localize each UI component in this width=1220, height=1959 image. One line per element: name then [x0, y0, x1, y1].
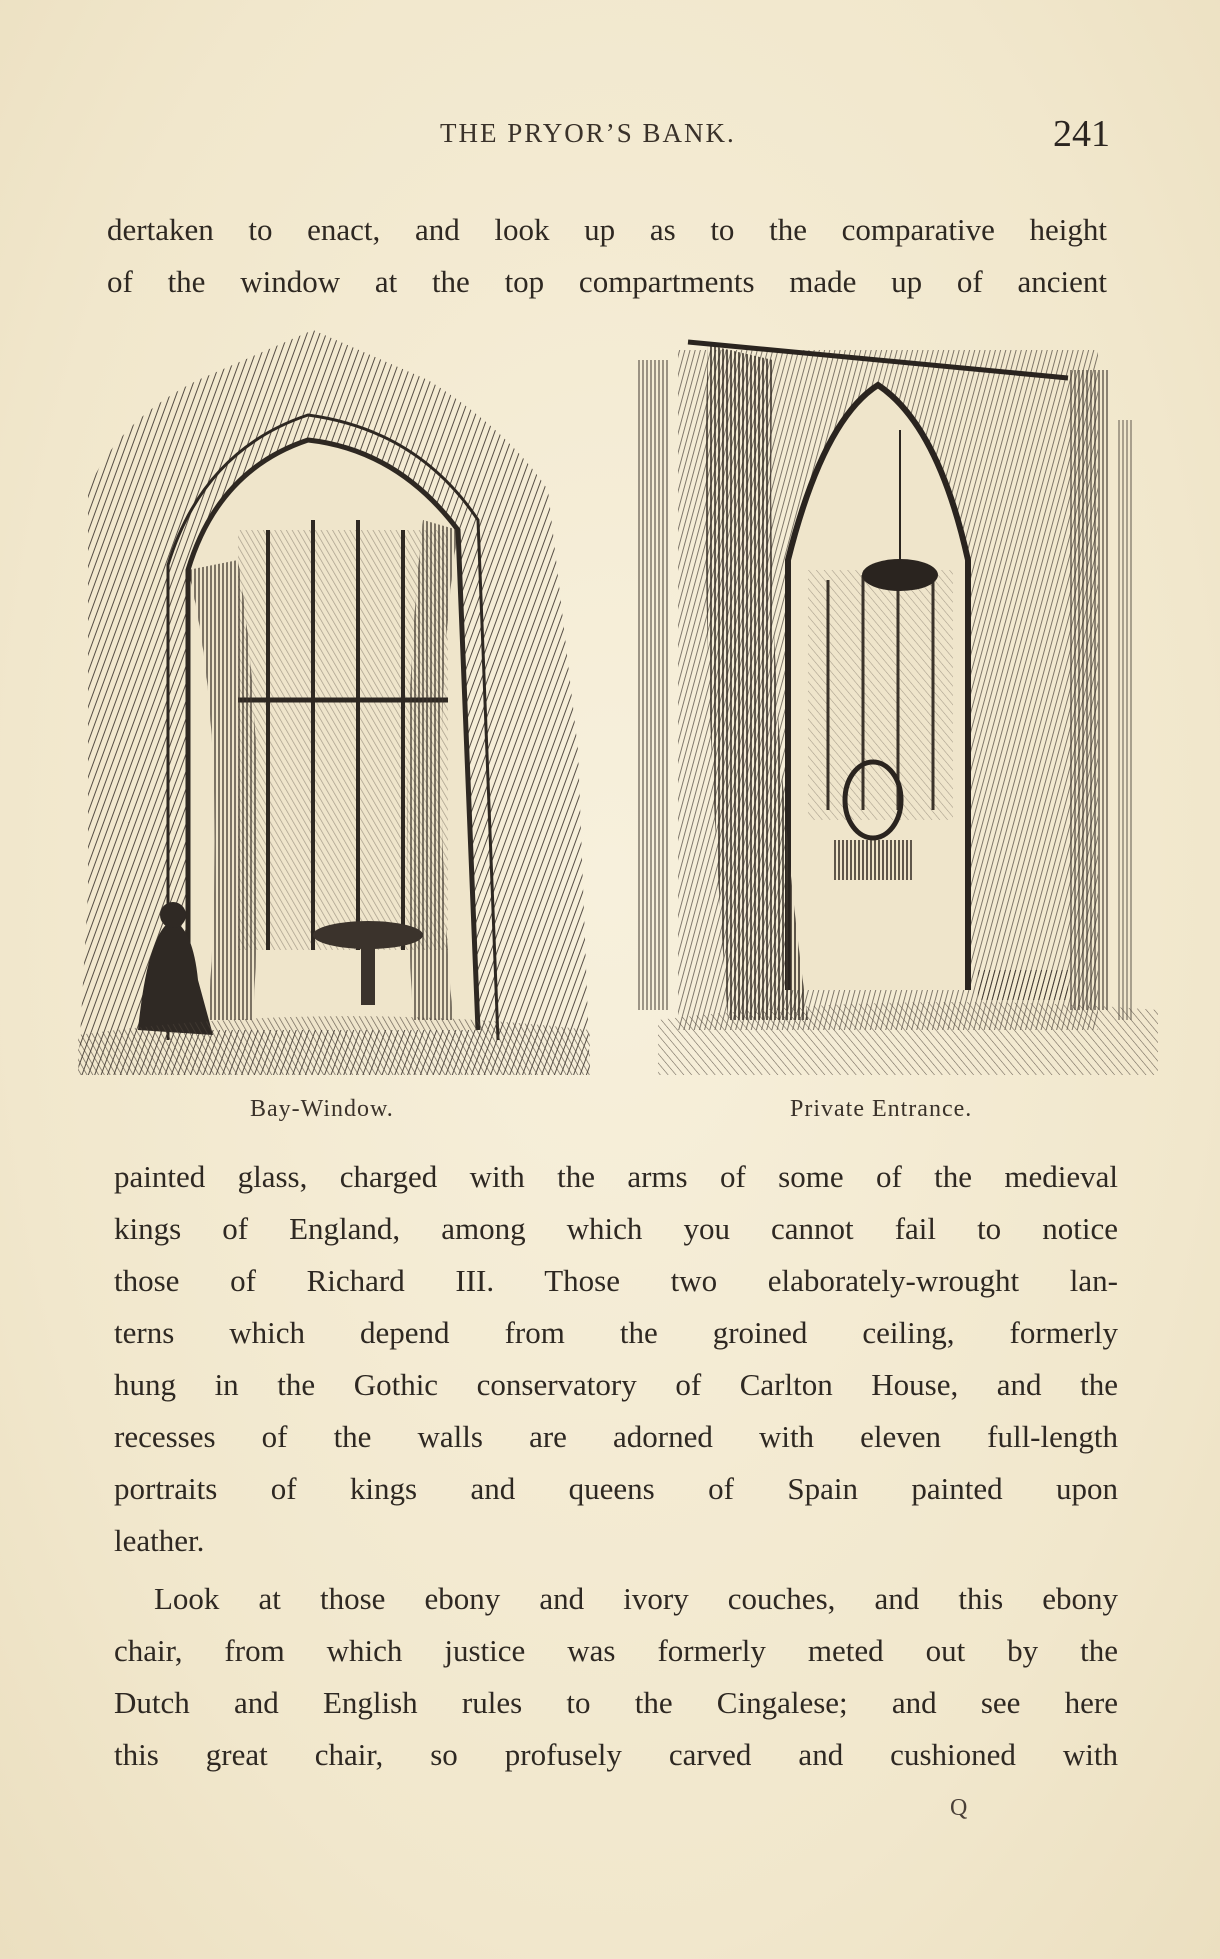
caption-bay-window: Bay-Window. [250, 1096, 394, 1122]
text-line: terns which depend from the groined ceiling, formerly [114, 1315, 1118, 1350]
caption-private-entrance: Private Entrance. [790, 1096, 973, 1122]
text-line: painted glass, charged with the arms of some of the medieval [114, 1159, 1118, 1194]
text-line: Look at those ebony and ivory couches, and this ebony [154, 1581, 1118, 1616]
text-line: portraits of kings and queens of Spain painted upon [114, 1471, 1118, 1506]
text-line: this great chair, so profusely carved and cushioned with [114, 1737, 1118, 1772]
bay-window-illustration [78, 330, 590, 1075]
text-line: dertaken to enact, and look up as to the comparative height [107, 212, 1107, 247]
page-number: 241 [1053, 113, 1110, 155]
text-line: recesses of the walls are adorned with eleven full-length [114, 1419, 1118, 1454]
text-line: chair, from which justice was formerly meted out by the [114, 1633, 1118, 1668]
paragraph-bottom [114, 1573, 1118, 1781]
text-line: leather. [114, 1523, 205, 1558]
private-entrance-illustration [638, 330, 1158, 1075]
text-line: kings of England, among which you cannot fail to notice [114, 1211, 1118, 1246]
paragraph-top [107, 204, 1107, 308]
text-line: of the window at the top compartments made up of ancient [107, 264, 1107, 299]
paragraph-middle [114, 1151, 1118, 1567]
running-head [105, 112, 1110, 156]
text-line: those of Richard III. Those two elaborately-wrought lan- [114, 1263, 1118, 1298]
text-line: Dutch and English rules to the Cingalese; and see here [114, 1685, 1118, 1720]
signature-mark: Q [950, 1795, 968, 1821]
running-title: THE PRYOR’S BANK. [440, 118, 736, 148]
text-line: hung in the Gothic conservatory of Carlton House, and the [114, 1367, 1118, 1402]
